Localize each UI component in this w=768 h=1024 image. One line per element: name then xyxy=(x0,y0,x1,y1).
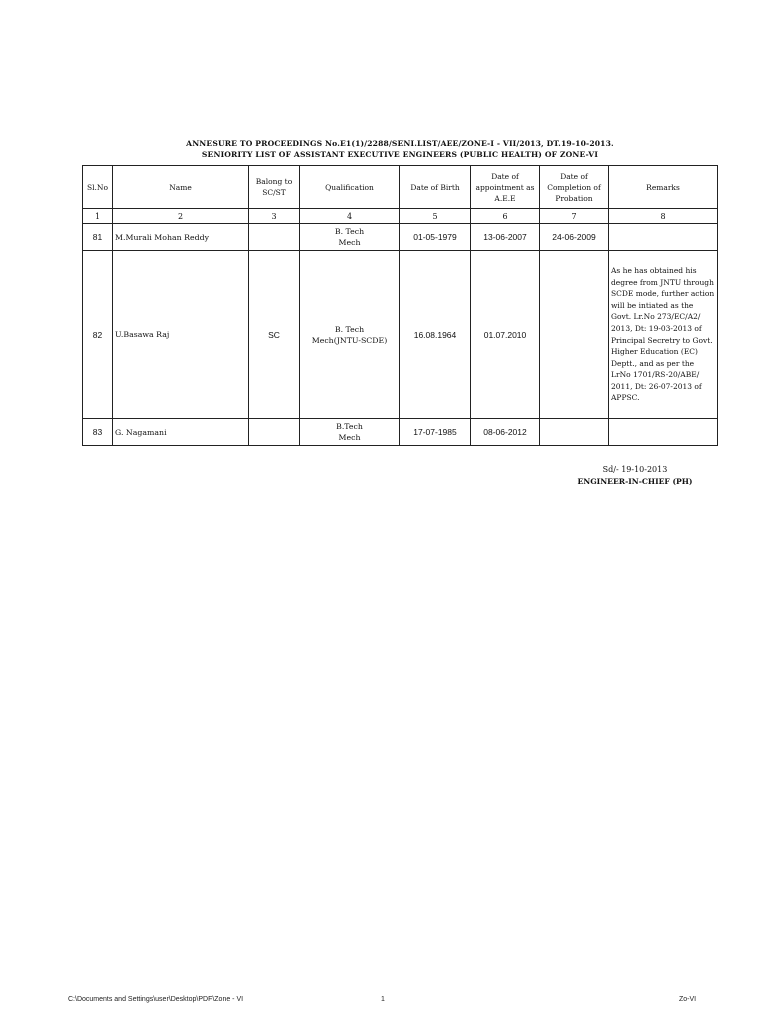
col-number: 6 xyxy=(471,209,540,224)
qualification-degree: B. Tech xyxy=(334,227,365,236)
signature-designation: ENGINEER-IN-CHIEF (PH) xyxy=(577,477,693,486)
row-remarks xyxy=(609,419,718,446)
footer-sheet-name: Zo-VI xyxy=(679,996,697,1003)
col-number: 5 xyxy=(400,209,471,224)
col-header-slno: Sl.No xyxy=(83,166,113,209)
table-row xyxy=(83,251,718,419)
proceedings-title: ANNESURE TO PROCEEDINGS No.E1(1)/2288/SENI.LIST/AEE/ZONE-I - VII/2013, DT.19-10-2013. xyxy=(186,139,614,148)
row-remarks xyxy=(609,224,718,251)
seniority-list-title: SENIORITY LIST OF ASSISTANT EXECUTIVE ENGINEERS (PUBLIC HEALTH) OF ZONE-VI xyxy=(201,150,599,159)
row-appointment: 01.07.2010 xyxy=(471,251,540,419)
table-row xyxy=(83,419,718,446)
row-probation xyxy=(540,251,609,419)
row-qualification xyxy=(300,419,400,446)
seniority-table xyxy=(82,165,718,446)
qualification-degree: B. Tech xyxy=(334,324,365,334)
col-number: 1 xyxy=(83,209,113,224)
row-slno: 81 xyxy=(83,224,113,251)
signature-date: Sd/- 19-10-2013 xyxy=(602,465,668,474)
qualification-branch: Mech xyxy=(338,238,361,247)
qualification-branch: Mech xyxy=(338,433,361,442)
row-dob: 17-07-1985 xyxy=(400,419,471,446)
col-number: 4 xyxy=(300,209,400,224)
col-number: 8 xyxy=(609,209,718,224)
footer-page-number: 1 xyxy=(381,996,385,1003)
col-number: 7 xyxy=(540,209,609,224)
col-number: 3 xyxy=(249,209,300,224)
row-qualification xyxy=(300,251,400,419)
col-header-dob: Date of Birth xyxy=(400,166,471,209)
col-header-qualification: Qualification xyxy=(300,166,400,209)
footer-file-path: C:\Documents and Settings\user\Desktop\PDF\Zone - VI xyxy=(68,996,244,1003)
row-dob: 16.08.1964 xyxy=(400,251,471,419)
row-name: M.Murali Mohan Reddy xyxy=(113,224,249,251)
qualification-branch: Mech(JNTU-SCDE) xyxy=(311,335,388,345)
row-name: U.Basawa Raj xyxy=(113,251,249,419)
row-probation xyxy=(540,419,609,446)
row-appointment: 08-06-2012 xyxy=(471,419,540,446)
row-probation: 24-06-2009 xyxy=(540,224,609,251)
row-appointment: 13-06-2007 xyxy=(471,224,540,251)
col-header-category: Balong to SC/ST xyxy=(249,166,300,209)
row-category xyxy=(249,224,300,251)
col-header-remarks: Remarks xyxy=(609,166,718,209)
row-dob: 01-05-1979 xyxy=(400,224,471,251)
row-category: SC xyxy=(249,251,300,419)
row-qualification xyxy=(300,224,400,251)
row-name: G. Nagamani xyxy=(113,419,249,446)
table-header-row xyxy=(83,166,718,209)
col-header-appointment: Date of appointment as A.E.E xyxy=(471,166,540,209)
column-number-row xyxy=(83,209,718,224)
row-slno: 83 xyxy=(83,419,113,446)
col-number: 2 xyxy=(113,209,249,224)
row-category xyxy=(249,419,300,446)
col-header-probation: Date of Completion of Probation xyxy=(540,166,609,209)
qualification-degree: B.Tech xyxy=(336,422,363,431)
row-remarks: As he has obtained his degree from JNTU through SCDE mode, further action will be intiated as the Govt. Lr.No 273/EC/A2/ 2013, Dt: 19-03-2013 of Principal Secretry to Govt. Higher Education (EC) Deptt., and as per the LrNo 1701/RS-20/ABE/ 2011, Dt: 26-07-2013 of APPSC. xyxy=(609,251,718,419)
row-slno: 82 xyxy=(83,251,113,419)
table-row xyxy=(83,224,718,251)
col-header-name: Name xyxy=(113,166,249,209)
document-header xyxy=(82,138,718,160)
